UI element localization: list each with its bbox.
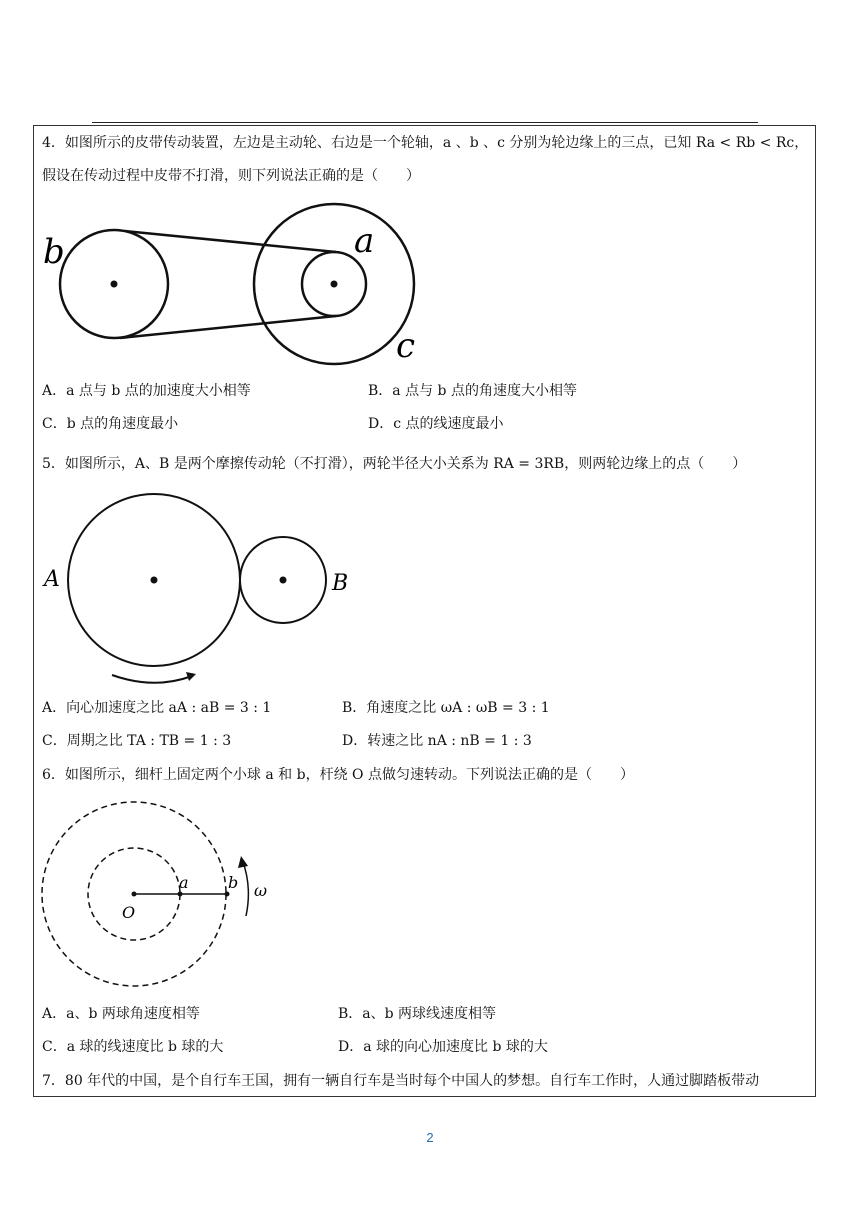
q4-belt-diagram: [40, 196, 440, 366]
q6-option-d[interactable]: D．a 球的向心加速度比 b 球的大: [338, 1039, 548, 1055]
q5-option-d[interactable]: D．转速之比 nA : nB = 1 : 3: [342, 733, 532, 749]
header-rule: [92, 122, 758, 123]
q6-rotating-rod-diagram: [38, 798, 298, 993]
page-number: 2: [426, 1130, 434, 1145]
q6-label-b: b: [228, 873, 239, 892]
q5-option-a[interactable]: A．向心加速度之比 aA : aB = 3 : 1: [42, 700, 272, 716]
q6-option-b[interactable]: B．a、b 两球线速度相等: [338, 1006, 497, 1022]
q5-label-a: A: [44, 567, 60, 592]
q4-text-line2: 假设在传动过程中皮带不打滑，则下列说法正确的是（ ）: [42, 168, 420, 184]
q5-option-b[interactable]: B．角速度之比 ωA : ωB = 3 : 1: [342, 700, 550, 716]
q6-option-a[interactable]: A．a、b 两球角速度相等: [42, 1006, 200, 1022]
q5-label-b: B: [332, 571, 349, 596]
q4-option-d[interactable]: D．c 点的线速度最小: [368, 416, 504, 432]
q6-label-a: a: [179, 873, 189, 892]
q4-label-a: a: [354, 221, 375, 261]
q6-option-c[interactable]: C．a 球的线速度比 b 球的大: [42, 1039, 224, 1055]
q4-label-b: b: [43, 232, 65, 272]
q5-option-c[interactable]: C．周期之比 TA : TB = 1 : 3: [42, 733, 232, 749]
q4-option-c[interactable]: C．b 点的角速度最小: [42, 416, 179, 432]
q4-option-a[interactable]: A．a 点与 b 点的加速度大小相等: [42, 383, 251, 399]
q6-label-omega: ω: [254, 881, 268, 900]
q4-option-b[interactable]: B．a 点与 b 点的角速度大小相等: [368, 383, 577, 399]
q5-friction-wheels-diagram: [40, 490, 370, 690]
q4-text-line1: 4．如图所示的皮带传动装置，左边是主动轮、右边是一个轮轴，a 、b 、c 分别为轮边缘上的三点，已知 Ra < Rb < Rc，: [42, 135, 809, 151]
q5-text: 5．如图所示，A、B 是两个摩擦传动轮（不打滑），两轮半径大小关系为 RA = 3RB，则两轮边缘上的点（ ）: [42, 456, 747, 472]
q6-label-o: O: [122, 903, 136, 922]
q6-text: 6．如图所示，细杆上固定两个小球 a 和 b，杆绕 O 点做匀速转动。下列说法正确的是（ ）: [42, 767, 634, 783]
q4-label-c: c: [396, 326, 416, 366]
q7-text: 7．80 年代的中国，是个自行车王国，拥有一辆自行车是当时每个中国人的梦想。自行车工作时，人通过脚踏板带动: [42, 1073, 760, 1089]
